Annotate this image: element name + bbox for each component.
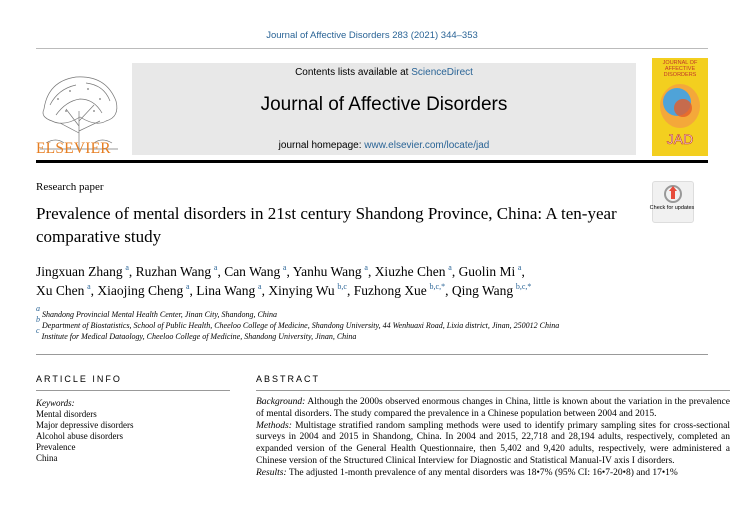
journal-homepage	[132, 140, 636, 151]
affiliation-mark: c	[36, 326, 40, 335]
methods-text: Multistage stratified random sampling methods were used to identify primary sampling sites for cross-sectional surveys in 2004 and 2015 in Shandong, China. In 2004 and 2015, 22,718 and 28,194 adults, respectively, completed an expanded version of the General Health Questionnaire, then 5,402 and 9,420 adults, respectively, were administered a Chinese version of the Structured Clinical Interview for Diagnostic and Statistical Manual-IV axis I disorders.	[256, 420, 731, 466]
affiliation-text: Shandong Provincial Mental Health Center, Jinan City, Shandong, China	[42, 310, 278, 319]
author-affiliation-mark[interactable]: a	[282, 263, 287, 272]
author-affiliation-mark[interactable]: a	[125, 263, 129, 272]
results-label: Results:	[256, 467, 287, 478]
sciencedirect-link[interactable]: ScienceDirect	[411, 67, 473, 78]
author-affiliation-mark[interactable]: b,c,*	[515, 282, 532, 291]
author-name[interactable]: Xu Chen $^a$	[36, 282, 91, 298]
affiliation-b	[36, 315, 560, 330]
affiliation-c	[36, 326, 357, 341]
article-info-heading: ARTICLE INFO	[36, 374, 122, 384]
author-affiliation-mark[interactable]: b,c	[337, 282, 347, 291]
author-affiliation-mark[interactable]: a	[364, 263, 368, 272]
cover-jad-logo: JAD	[666, 131, 694, 147]
article-title: Prevalence of mental disorders in 21st century Shandong Province, China: A ten-year comparative study	[36, 204, 617, 246]
affiliation-mark: a	[36, 304, 40, 313]
author-affiliation-mark[interactable]: a	[185, 282, 190, 291]
journal-citation[interactable]: Journal of Affective Disorders 283 (2021) 344–353	[266, 30, 478, 41]
affiliation-a	[36, 304, 278, 319]
article-info-rule	[36, 390, 230, 391]
author-affiliation-mark[interactable]: a	[517, 263, 522, 272]
abstract-heading: ABSTRACT	[256, 374, 321, 384]
abstract-body	[256, 397, 730, 480]
affiliation-mark: b	[36, 315, 40, 324]
keywords-block	[36, 398, 133, 464]
author-list: Jingxuan Zhang $^a$, Ruzhan Wang $^a$, Can Wang $^a$, Yanhu Wang $^a$, Xiuzhe Chen $^a$, Guolin Mi $^a$, Xu Chen $^a$, Xiaojing Cheng $^a$, Lina Wang $^a$, Xinying Wu $^{b,c}$, Fuzhong Xue $^{b,c,*}$, Qing Wang $^{b,c,*}$	[36, 263, 532, 298]
abstract-results	[256, 468, 730, 480]
top-divider	[36, 48, 708, 49]
author-name[interactable]: Qing Wang $^{b,c,*}$	[451, 282, 532, 298]
abstract-background	[256, 397, 730, 421]
methods-label: Methods:	[256, 420, 292, 431]
author-name[interactable]: Lina Wang $^a$	[196, 282, 262, 298]
background-label: Background:	[256, 397, 306, 407]
section-divider	[36, 354, 708, 355]
abstract-methods	[256, 421, 730, 468]
journal-cover[interactable]	[652, 58, 708, 156]
author-name[interactable]: Xinying Wu $^{b,c}$	[268, 282, 347, 298]
check-updates-label: Check for updates	[649, 205, 695, 211]
keyword-item[interactable]: Mental disorders	[36, 409, 97, 419]
author-affiliation-mark[interactable]: a	[448, 263, 452, 272]
keywords-label: Keywords:	[36, 398, 75, 408]
author-name[interactable]: Guolin Mi $^a$	[458, 263, 522, 279]
author-name[interactable]: Xiuzhe Chen $^a$	[374, 263, 452, 279]
background-text: Although the 2000s observed enormous changes in China, little is known about the variation in the prevalence of mental disorders. The study compared the prevalence in a Chinese population between 2004 and 2015.	[256, 397, 730, 419]
contents-prefix: Contents lists available at	[295, 67, 412, 78]
cover-title: JOURNAL OF AFFECTIVE DISORDERS	[662, 60, 698, 78]
cover-head-illustration	[655, 74, 705, 154]
author-affiliation-mark[interactable]: a	[258, 282, 262, 291]
homepage-link[interactable]: www.elsevier.com/locate/jad	[364, 140, 490, 151]
author-name[interactable]: Can Wang $^a$	[224, 263, 287, 279]
check-updates-icon	[653, 182, 693, 206]
header-thick-rule	[36, 160, 708, 163]
author-name[interactable]: Ruzhan Wang $^a$	[135, 263, 218, 279]
article-type: Research paper	[36, 181, 104, 193]
author-name[interactable]: Xiaojing Cheng $^a$	[97, 282, 190, 298]
author-name[interactable]: Fuzhong Xue $^{b,c,*}$	[353, 282, 446, 298]
author-affiliation-mark[interactable]: a	[87, 282, 91, 291]
author-name[interactable]: Yanhu Wang $^a$	[292, 263, 368, 279]
results-text: The adjusted 1-month prevalence of any mental disorders was 18•7% (95% CI: 16•7-20•8) and 17•1%	[288, 467, 678, 478]
author-affiliation-mark[interactable]: b,c,*	[429, 282, 446, 291]
affiliation-text: Department of Biostatistics, School of Public Health, Cheeloo College of Medicine, Shandong University, 44 Wenhuaxi Road, Lixia district, Jinan, 250012 China	[42, 321, 560, 330]
abstract-rule	[256, 390, 730, 391]
keyword-item[interactable]: Alcohol abuse disorders	[36, 431, 123, 441]
elsevier-wordmark[interactable]: ELSEVIER	[36, 140, 111, 157]
journal-title: Journal of Affective Disorders	[260, 94, 508, 115]
keyword-item[interactable]: Major depressive disorders	[36, 420, 134, 430]
keyword-item[interactable]: China	[36, 453, 58, 463]
homepage-prefix: journal homepage:	[278, 140, 365, 151]
check-for-updates-button[interactable]	[652, 181, 694, 223]
author-name[interactable]: Jingxuan Zhang $^a$	[36, 263, 129, 279]
affiliation-text: Institute for Medical Dataology, Cheeloo College of Medicine, Shandong University, Jinan, China	[41, 332, 357, 341]
author-affiliation-mark[interactable]: a	[213, 263, 218, 272]
contents-line	[132, 67, 636, 78]
keyword-item[interactable]: Prevalence	[36, 442, 76, 452]
